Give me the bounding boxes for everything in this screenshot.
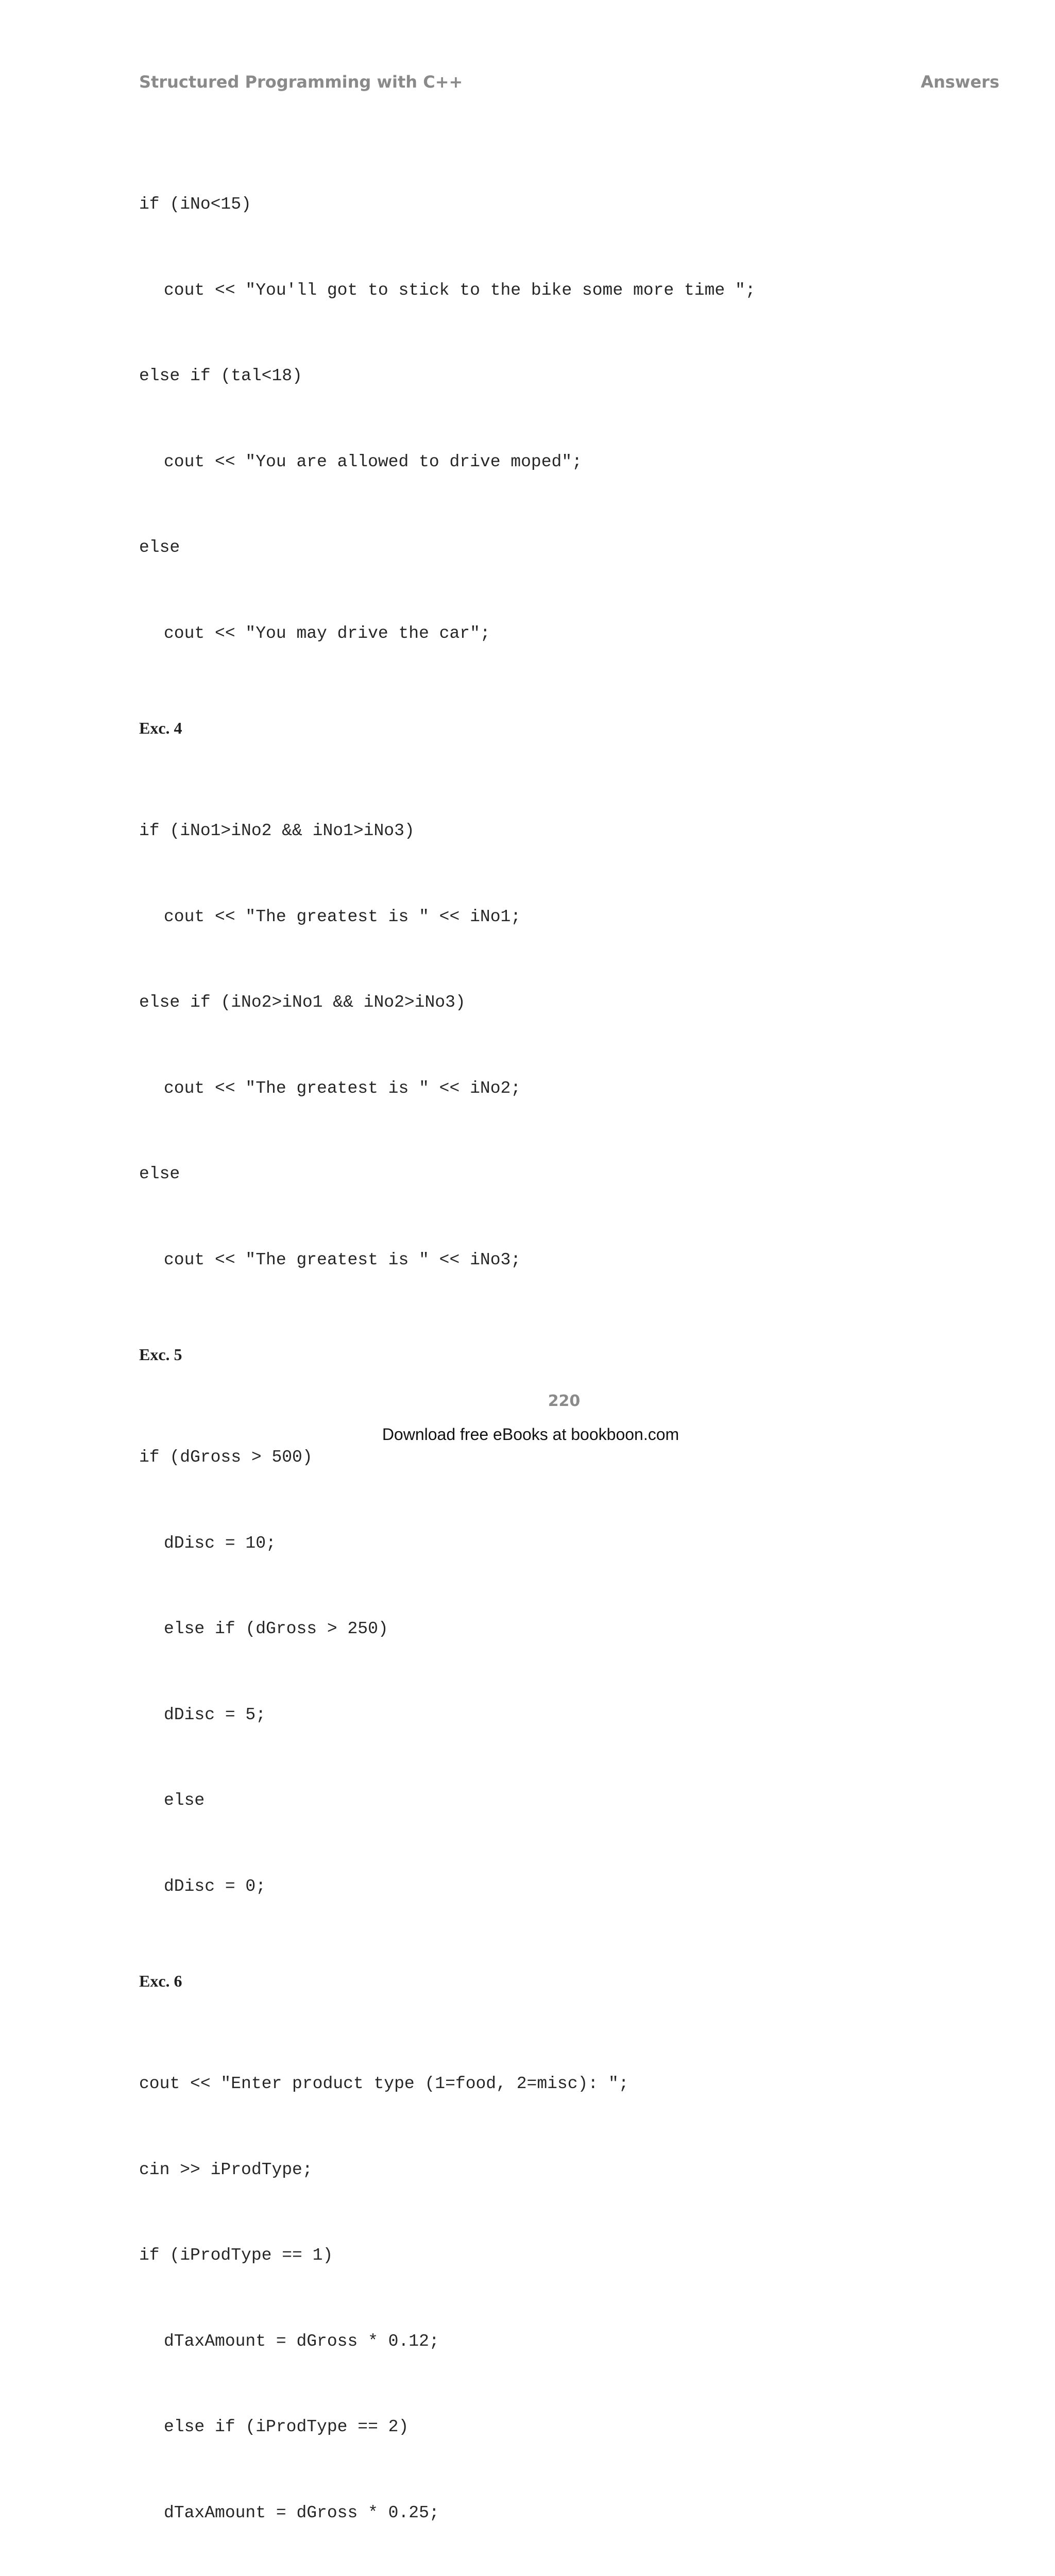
code-line: else if (iNo2>iNo1 && iNo2>iNo3) (139, 993, 466, 1012)
book-title: Structured Programming with C++ (139, 72, 463, 92)
code-line: cin >> iProdType; (139, 2160, 313, 2179)
code-line: if (iNo<15) (139, 195, 251, 214)
code-block-exc5 (139, 1386, 1005, 1958)
code-line: cout << "You may drive the car"; (164, 623, 490, 643)
code-line: cout << "The greatest is " << iNo1; (164, 907, 521, 926)
bookboon-download-link[interactable]: Download free eBooks at bookboon.com (382, 1425, 679, 1444)
code-line: dTaxAmount = dGross * 0.12; (164, 2331, 439, 2351)
code-line: dDisc = 10; (164, 1533, 276, 1553)
exercise-heading-6: Exc. 6 (139, 1972, 182, 1990)
code-line: cout << "Enter product type (1=food, 2=misc): "; (139, 2074, 629, 2093)
code-block-exc4 (139, 759, 1005, 1331)
page-content (139, 133, 1005, 2576)
code-line: if (iProdType == 1) (139, 2246, 333, 2265)
code-line: else if (tal<18) (139, 366, 302, 385)
code-line: if (iNo1>iNo2 && iNo1>iNo3) (139, 821, 415, 840)
code-line: else if (dGross > 250) (164, 1619, 388, 1638)
code-line: cout << "The greatest is " << iNo2; (164, 1078, 521, 1098)
code-line: dDisc = 5; (164, 1705, 266, 1724)
code-line: dTaxAmount = dGross * 0.25; (164, 2503, 439, 2522)
code-block-exc3 (139, 133, 1005, 705)
code-line: else if (iProdType == 2) (164, 2417, 409, 2436)
exercise-heading-4: Exc. 4 (139, 719, 182, 737)
code-line: cout << "The greatest is " << iNo3; (164, 1250, 521, 1269)
running-header (139, 72, 999, 98)
code-line: else (164, 1791, 205, 1810)
code-line: dDisc = 0; (164, 1876, 266, 1896)
page-number: 220 (548, 1392, 581, 1410)
code-line: cout << "You'll got to stick to the bike some more time "; (164, 280, 756, 300)
code-block-exc6 (139, 2012, 1005, 2576)
code-line: else (139, 538, 180, 557)
exercise-heading-5: Exc. 5 (139, 1345, 182, 1364)
code-line: cout << "You are allowed to drive moped"; (164, 452, 582, 471)
code-line: else (139, 1164, 180, 1183)
section-title: Answers (921, 72, 999, 92)
code-line: if (dGross > 500) (139, 1448, 313, 1467)
